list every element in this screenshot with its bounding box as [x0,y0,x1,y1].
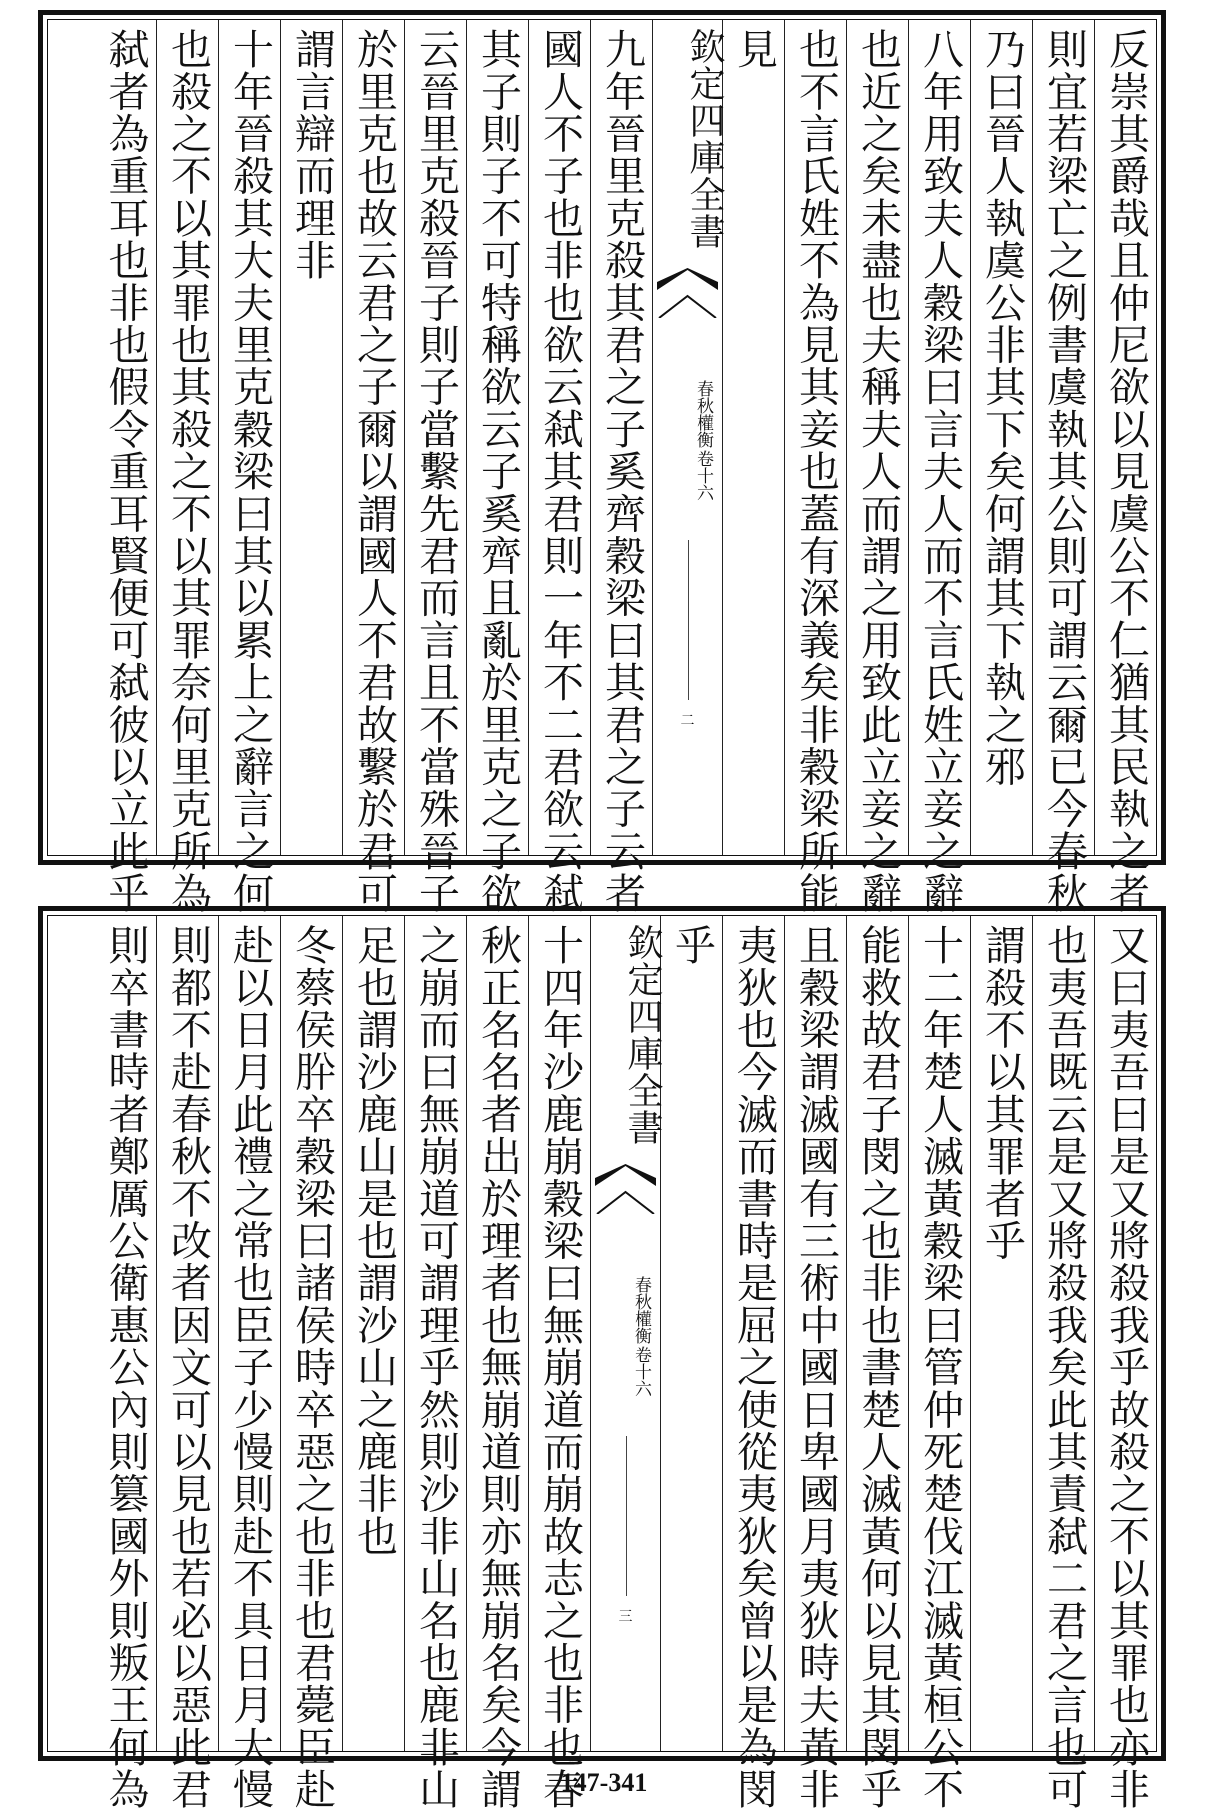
text-column: 八年用致夫人穀梁曰言夫人而不言氏姓立妾之辭 [908,20,970,855]
text-column: 赴以日月此禮之常也臣子少慢則赴不具日月大慢 [218,916,280,1751]
fish-tail-mark-icon [595,1164,656,1186]
text-column: 之崩而曰無崩道可謂理乎然則沙非山名也鹿非山 [404,916,466,1751]
text-column: 乎 [660,916,722,1751]
text-column: 冬蔡侯肸卒穀梁曰諸侯時卒惡之也非也君薨臣赴 [280,916,342,1751]
text-column: 見 [722,20,784,855]
text-column: 十四年沙鹿崩穀梁曰無崩道而崩故志之也非也春 [528,916,590,1751]
text-column: 十二年楚人滅黃穀梁曰管仲死楚伐江滅黃桓公不 [908,916,970,1751]
text-column: 夷狄也今滅而書時是屈之使從夷狄矣曾以是為閔 [722,916,784,1751]
text-column: 十年晉殺其大夫里克穀梁曰其以累上之辭言之何 [218,20,280,855]
text-column: 則卒書時者鄭厲公衛惠公內則篡國外則叛王何為 [101,924,150,1810]
text-column: 謂殺不以其罪者乎 [970,916,1032,1751]
text-column: 則都不赴春秋不改者因文可以見也若必以惡此君 [156,916,218,1751]
text-column: 能救故君子閔之也非也書楚人滅黃何以見其閔乎 [846,916,908,1751]
text-column: 足也謂沙鹿山是也謂沙山之鹿非也 [342,916,404,1751]
text-column: 國人不子也非也欲云弒其君則一年不二君欲云弒 [528,20,590,855]
text-column: 也近之矣未盡也夫稱夫人而謂之用致此立妾之辭 [846,20,908,855]
center-title: 欽定四庫全書 [622,924,663,1146]
volume-book: 春秋權衡 [693,380,713,448]
fish-tail-mark-icon [657,268,718,290]
text-column: 也不言氏姓不為見其妾也蓋有深義矣非穀梁所能 [784,20,846,855]
fish-tail-outline-icon [595,1188,656,1214]
volume-label [631,1276,650,1397]
volume-label [693,380,712,501]
page-top [38,10,1166,915]
text-column: 九年晉里克殺其君之子奚齊穀梁曰其君之子云者 [590,20,652,855]
text-column: 其子則子不可特稱欲云子奚齊且亂於里克之子欲 [466,20,528,855]
text-column: 云晉里克殺晉子則子當繫先君而言且不當殊晉子 [404,20,466,855]
center-fold [652,20,725,855]
text-column: 又曰夷吾曰是又將殺我乎故殺之不以其罪也亦非 [1094,916,1156,1751]
text-column: 乃曰晉人執虞公非其下矣何謂其下執之邪 [970,20,1032,855]
center-fold [590,916,663,1751]
text-column: 謂言辯而理非 [280,20,342,855]
text-column: 反崇其爵哉且仲尼欲以見虞公不仁猶其民執之者 [1094,20,1156,855]
fish-tail-outline-icon [657,292,718,318]
volume-juan: 卷十六 [693,450,713,501]
text-column: 則宜若梁亡之例書虞執其公則可謂云爾已今春秋 [1032,20,1094,855]
page-top-frame [47,19,1157,915]
text-column: 且穀梁謂滅國有三術中國日卑國月夷狄時夫黃非 [784,916,846,1751]
text-column: 也夷吾既云是又將殺我矣此其責弑二君之言也可 [1032,916,1094,1751]
volume-juan: 卷十六 [631,1346,651,1397]
fold-rule [626,1436,627,1596]
leaf-number: 二 [680,713,695,729]
volume-book: 春秋權衡 [631,1276,651,1344]
text-column: 秋正名名者出於理者也無崩道則亦無崩名矣今謂 [466,916,528,1751]
fold-rule [688,540,689,700]
center-title: 欽定四庫全書 [684,28,725,250]
page-number: 147-341 [560,1768,648,1797]
text-column: 於里克也故云君之子爾以謂國人不君故繫於君可 [342,20,404,855]
leaf-number: 三 [618,1609,633,1625]
text-column: 也殺之不以其罪也其殺之不以其罪奈何里克所為 [156,20,218,855]
text-column: 弑者為重耳也非也假令重耳賢便可弑彼以立此乎 [101,28,150,915]
top-columns [48,20,1156,915]
